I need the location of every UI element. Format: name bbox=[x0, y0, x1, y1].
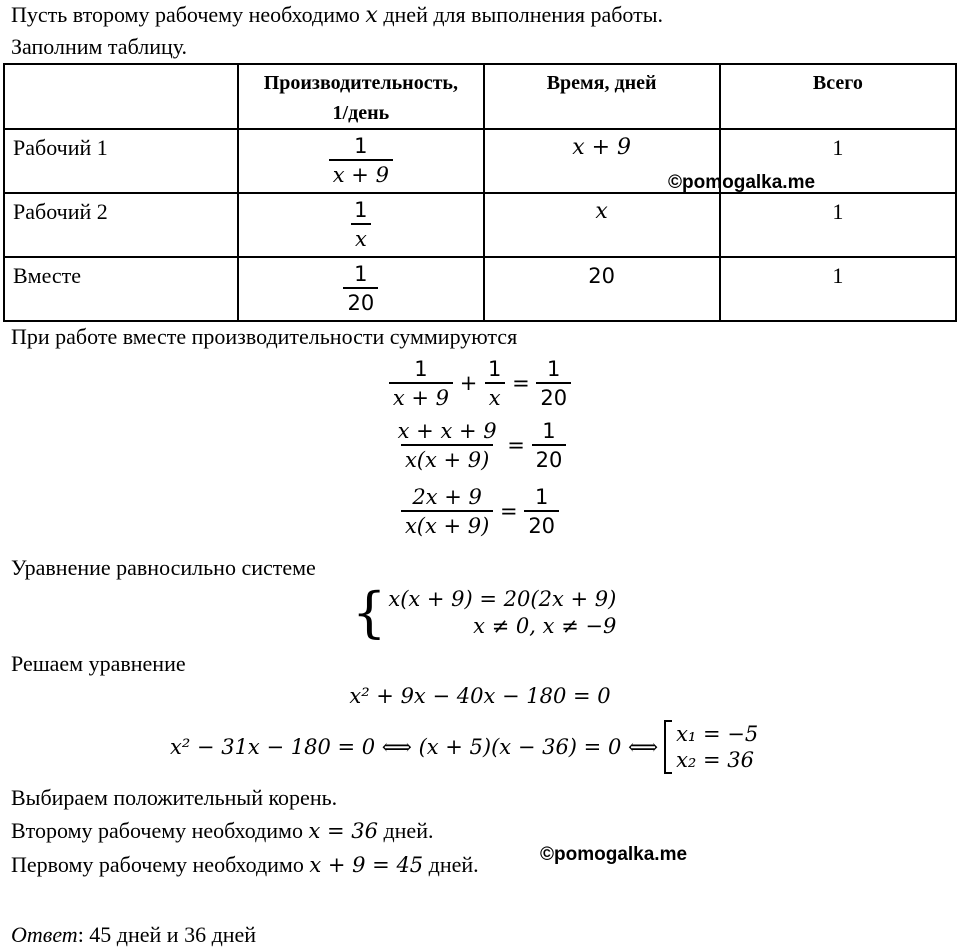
answer-text: : 45 дней и 36 дней bbox=[77, 922, 257, 947]
watermark-top: ©pomogalka.me bbox=[668, 172, 816, 193]
header-productivity-line1: Производительность, bbox=[263, 72, 458, 94]
fraction-numerator: 1 bbox=[547, 357, 561, 381]
productivity-cell bbox=[238, 129, 483, 193]
answer-line bbox=[11, 922, 256, 948]
equation-system bbox=[352, 581, 617, 644]
second-math: x = 36 bbox=[308, 819, 378, 843]
text-sum: При работе вместе производительности суммируются bbox=[11, 324, 518, 349]
time-cell: x + 9 bbox=[484, 129, 720, 193]
first-text: Первому рабочему необходимо bbox=[11, 852, 304, 877]
equals-sign: = bbox=[512, 371, 530, 395]
text-solve: Решаем уравнение bbox=[11, 651, 186, 676]
fraction-denominator: x(x + 9) bbox=[401, 444, 493, 474]
fraction-numerator: 1 bbox=[354, 198, 368, 222]
total-cell: 1 bbox=[720, 193, 956, 257]
equation-4: x² + 9x − 40x − 180 = 0 bbox=[349, 684, 611, 708]
table-row bbox=[4, 257, 956, 321]
second-worker-line bbox=[11, 818, 433, 844]
fraction-denominator: x + 9 bbox=[389, 382, 453, 412]
header-productivity bbox=[238, 64, 483, 129]
fraction bbox=[532, 418, 567, 474]
intro-line-1 bbox=[11, 2, 663, 28]
fraction-numerator: 2x + 9 bbox=[412, 485, 482, 509]
table-row bbox=[4, 193, 956, 257]
plus-sign: + bbox=[459, 371, 478, 395]
time-cell: 20 bbox=[484, 257, 720, 321]
second-text-end: дней. bbox=[383, 818, 434, 843]
system-line-2: x ≠ 0, x ≠ −9 bbox=[473, 614, 617, 638]
first-math: x + 9 = 45 bbox=[309, 853, 424, 877]
left-brace: { bbox=[352, 581, 387, 644]
var-x: x bbox=[365, 3, 378, 28]
header-total: Всего bbox=[720, 64, 956, 129]
fraction-numerator: x + x + 9 bbox=[397, 419, 497, 443]
fraction-denominator: x(x + 9) bbox=[401, 510, 493, 540]
fraction bbox=[329, 133, 393, 189]
watermark-bottom: ©pomogalka.me bbox=[540, 844, 688, 865]
time-cell: x bbox=[484, 193, 720, 257]
fraction bbox=[401, 484, 493, 540]
table-header-row bbox=[4, 64, 956, 129]
equation-2 bbox=[0, 418, 960, 474]
row-label: Вместе bbox=[4, 257, 238, 321]
fraction-denominator: 20 bbox=[532, 444, 567, 474]
fraction-denominator: 20 bbox=[524, 510, 559, 540]
productivity-cell bbox=[238, 257, 483, 321]
header-empty bbox=[4, 64, 238, 129]
fraction-denominator: x bbox=[485, 382, 505, 412]
equals-sign: = bbox=[500, 499, 518, 523]
roots bbox=[676, 721, 758, 773]
first-text-end: дней. bbox=[428, 852, 479, 877]
fraction-numerator: 1 bbox=[354, 134, 368, 158]
row-label: Рабочий 2 bbox=[4, 193, 238, 257]
fraction bbox=[484, 356, 505, 412]
productivity-cell bbox=[238, 193, 483, 257]
intro-text: Пусть второму рабочему необходимо bbox=[11, 2, 360, 27]
fraction-numerator: 1 bbox=[414, 357, 428, 381]
fraction bbox=[524, 484, 559, 540]
first-worker-line bbox=[11, 852, 479, 878]
text-equiv: Уравнение равносильно системе bbox=[11, 555, 316, 580]
total-cell: 1 bbox=[720, 129, 956, 193]
fraction-denominator: 20 bbox=[536, 382, 571, 412]
system-lines bbox=[388, 586, 616, 640]
intro-line-2: Заполним таблицу. bbox=[11, 34, 188, 59]
answer-label: Ответ bbox=[11, 922, 78, 947]
fraction bbox=[389, 356, 453, 412]
second-text: Второму рабочему необходимо bbox=[11, 818, 303, 843]
fraction-denominator: x bbox=[351, 223, 371, 253]
fraction-numerator: 1 bbox=[488, 357, 502, 381]
header-time: Время, дней bbox=[484, 64, 720, 129]
fraction-numerator: 1 bbox=[534, 485, 549, 509]
total-cell: 1 bbox=[720, 257, 956, 321]
intro-text-end: дней для выполнения работы. bbox=[383, 2, 664, 27]
fraction-numerator: 1 bbox=[542, 419, 556, 443]
fraction bbox=[343, 261, 378, 317]
fraction bbox=[536, 356, 571, 412]
root-1: x₁ = −5 bbox=[676, 722, 759, 746]
equation-3 bbox=[0, 484, 960, 540]
equation-5-left: x² − 31x − 180 = 0 ⟺ (x + 5)(x − 36) = 0 ⟺ bbox=[170, 735, 659, 759]
system-line-1: x(x + 9) = 20(2x + 9) bbox=[388, 587, 617, 611]
fraction-denominator: 20 bbox=[343, 287, 378, 317]
equation-1 bbox=[0, 356, 960, 412]
root-2: x₂ = 36 bbox=[676, 748, 755, 772]
text-positive: Выбираем положительный корень. bbox=[11, 785, 338, 810]
fraction-numerator: 1 bbox=[354, 262, 368, 286]
equation-5 bbox=[170, 720, 758, 774]
fraction bbox=[394, 418, 501, 474]
equals-sign: = bbox=[507, 433, 525, 457]
row-label: Рабочий 1 bbox=[4, 129, 238, 193]
fraction-denominator: x + 9 bbox=[329, 159, 393, 189]
fraction bbox=[350, 197, 371, 253]
square-bracket bbox=[664, 720, 672, 774]
header-productivity-line2: 1/день bbox=[332, 102, 390, 124]
